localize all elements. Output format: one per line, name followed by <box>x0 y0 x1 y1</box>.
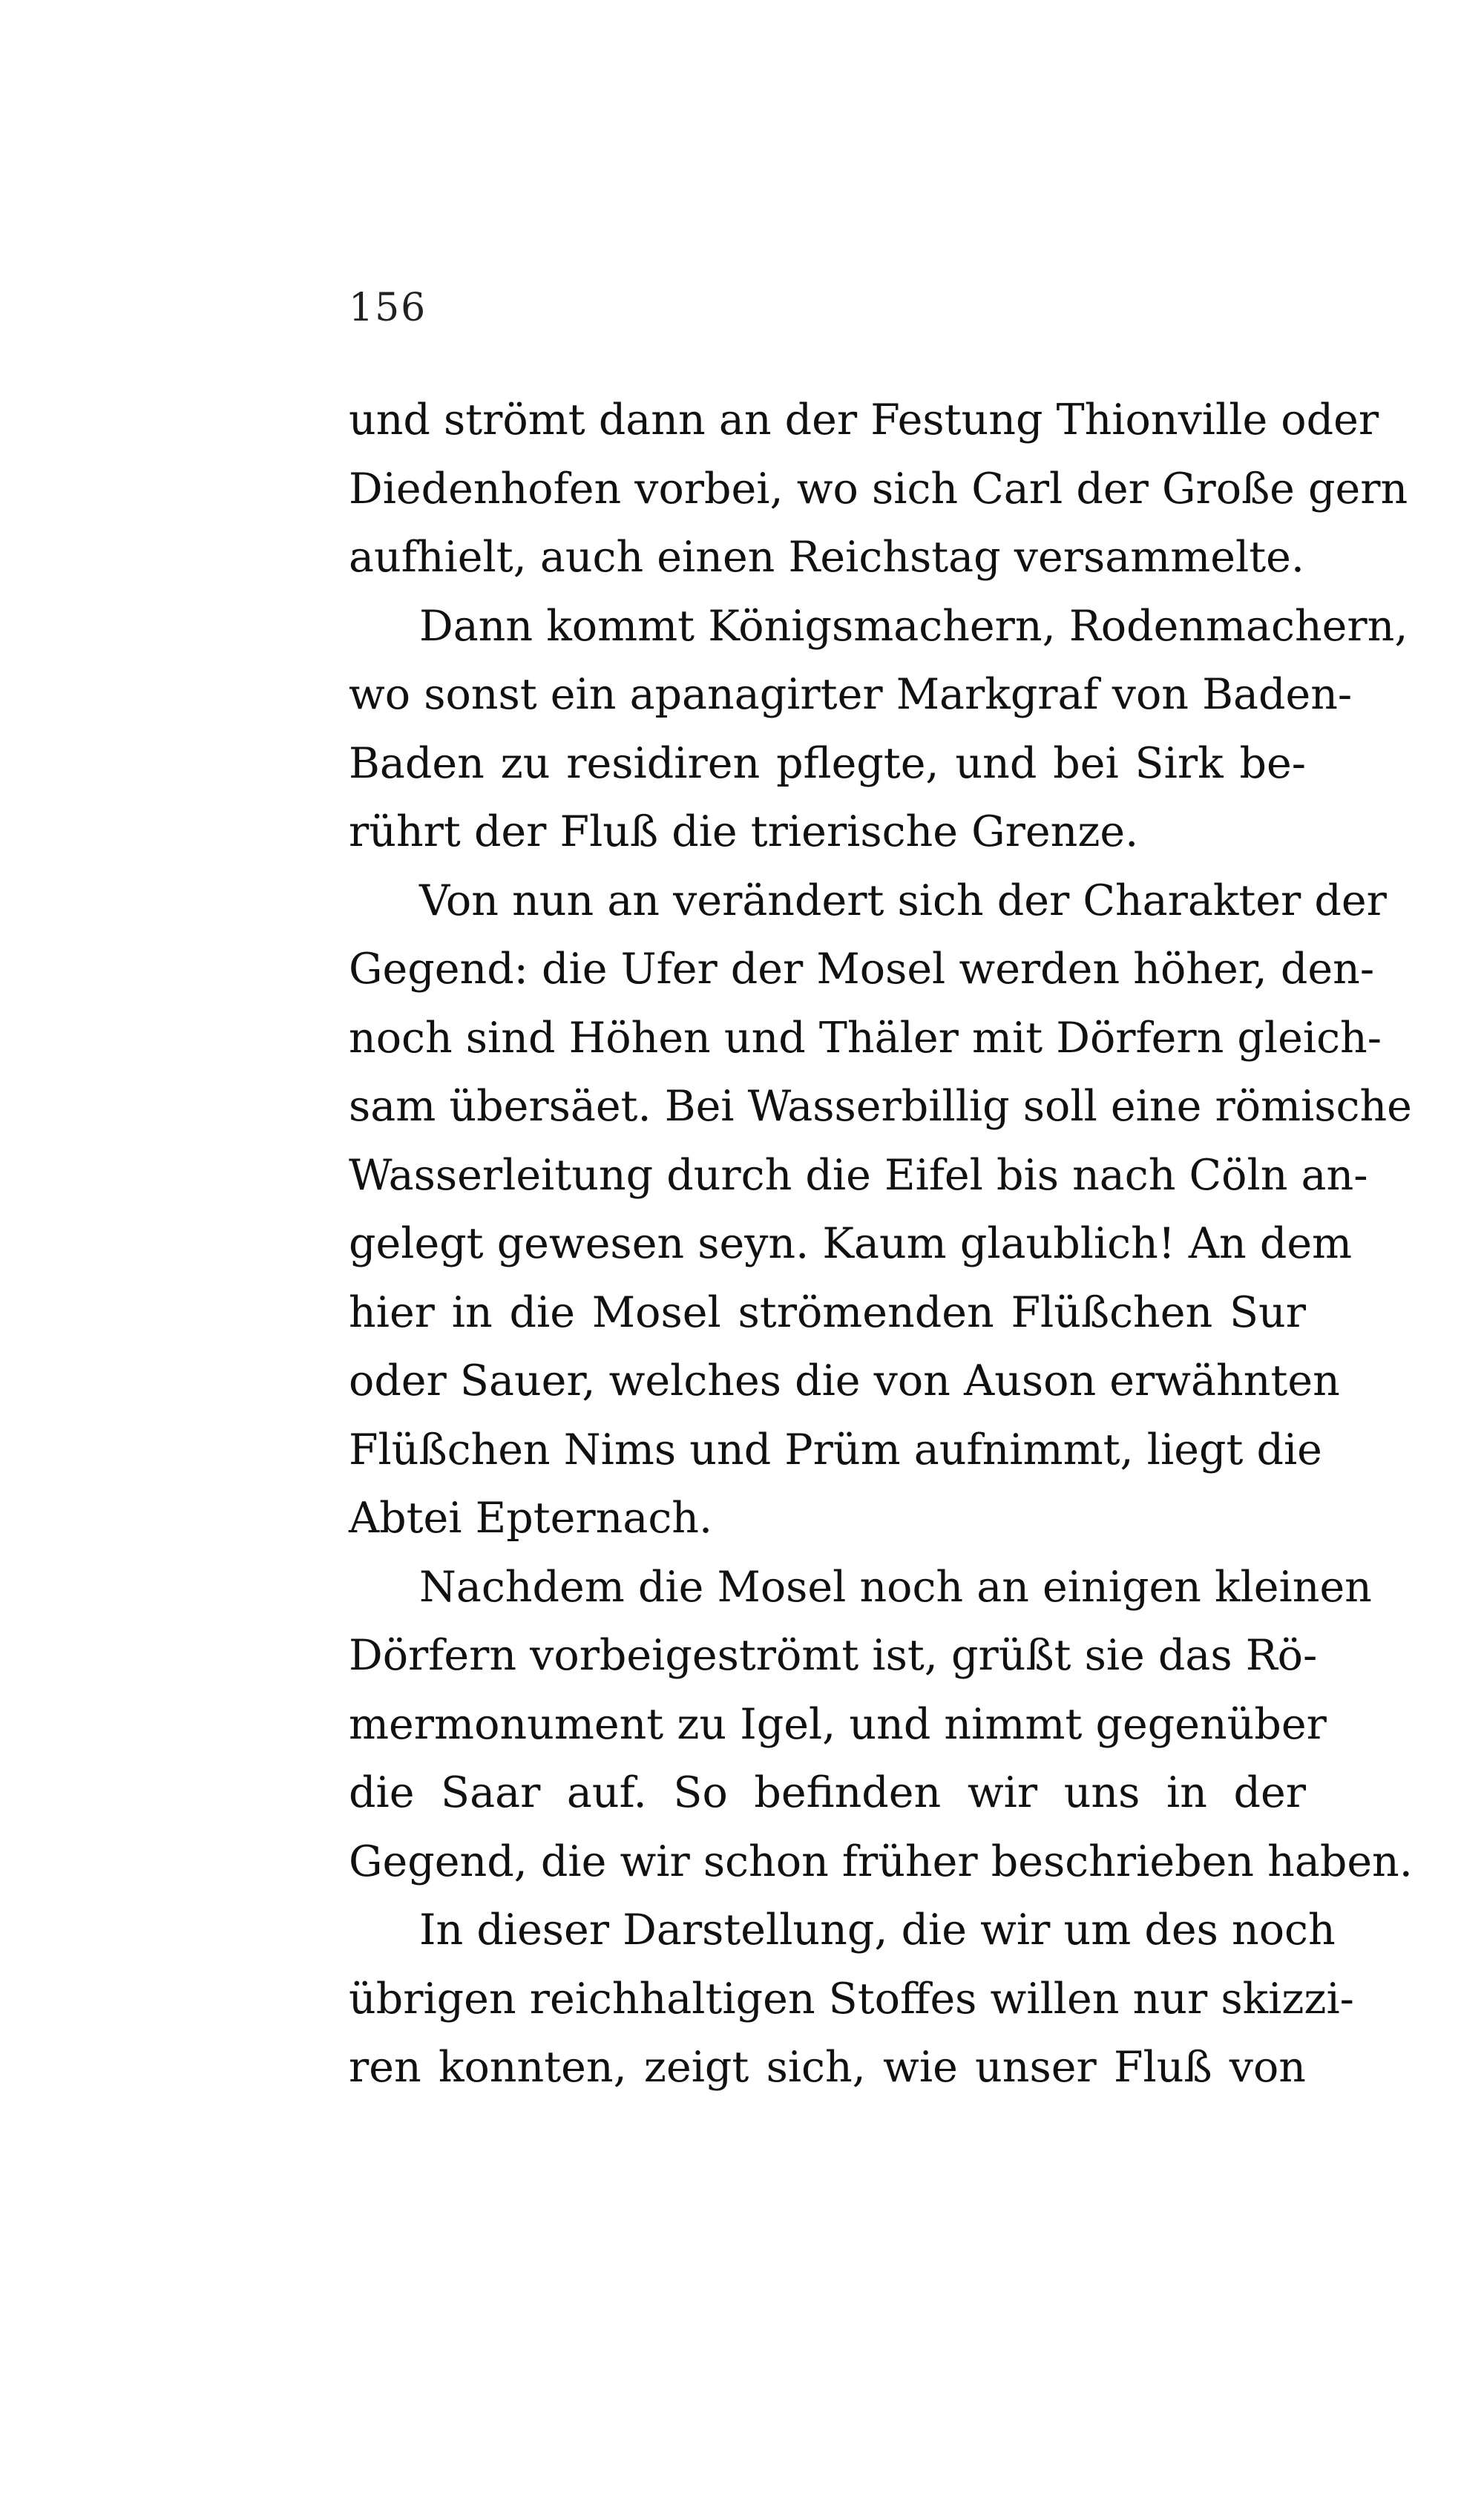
paragraph-2 <box>349 592 1408 867</box>
text-line: übrigen reichhaltigen Stoffes willen nur skizzi- <box>349 1974 1354 2024</box>
text-line: rührt der Fluß die trierische Grenze. <box>349 807 1139 856</box>
text-line: In dieser Darstellung, die wir um des noch <box>419 1906 1336 1955</box>
text-line: wo sonst ein apanagirter Markgraf von Baden- <box>349 670 1353 719</box>
text-line: hier in die Mosel strömenden Flüßchen Sur <box>349 1287 1306 1337</box>
text-line: Nachdem die Mosel noch an einigen kleinen <box>419 1562 1372 1612</box>
text-line: Dann kommt Königsmachern, Rodenmachern, <box>419 601 1408 651</box>
text-line: Dörfern vorbeigeströmt ist, grüßt sie das Rö- <box>349 1631 1318 1680</box>
body-text <box>349 386 1413 2102</box>
text-line: Gegend: die Ufer der Mosel werden höher, den- <box>349 945 1375 994</box>
paragraph-5 <box>349 1896 1354 2102</box>
text-line: noch sind Höhen und Thäler mit Dörfern gleich- <box>349 1013 1382 1063</box>
text-line: und strömt dann an der Festung Thionville oder <box>349 396 1379 444</box>
text-line: Baden zu residiren pflegte, und bei Sirk be- <box>349 738 1306 788</box>
paragraph-3 <box>349 867 1412 1553</box>
text-line: aufhielt, auch einen Reichstag versammelte. <box>349 533 1305 582</box>
text-line: Flüßchen Nims und Prüm aufnimmt, liegt die <box>349 1425 1322 1474</box>
paragraph-4 <box>349 1553 1413 1897</box>
text-line: ren konnten, zeigt sich, wie unser Fluß von <box>349 2043 1306 2092</box>
text-line: mermonument zu Igel, und nimmt gegenüber <box>349 1699 1327 1749</box>
text-line: Gegend, die wir schon früher beschrieben haben. <box>349 1837 1413 1886</box>
text-line: die Saar auf. So befinden wir uns in der <box>349 1768 1306 1817</box>
paragraph-1 <box>349 386 1408 592</box>
text-line: Diedenhofen vorbei, wo sich Carl der Große gern <box>349 464 1408 513</box>
text-line: Wasserleitung durch die Eifel bis nach Cöln an- <box>349 1150 1368 1200</box>
text-line: oder Sauer, welches die von Auson erwähnten <box>349 1356 1340 1405</box>
text-line: Abtei Epternach. <box>349 1494 713 1543</box>
text-line: gelegt gewesen seyn. Kaum glaublich! An dem <box>349 1219 1353 1268</box>
text-line: Von nun an verändert sich der Charakter der <box>419 876 1387 925</box>
text-line: sam übersäet. Bei Wasserbillig soll eine römische <box>349 1082 1412 1131</box>
page-number: 156 <box>349 286 427 330</box>
